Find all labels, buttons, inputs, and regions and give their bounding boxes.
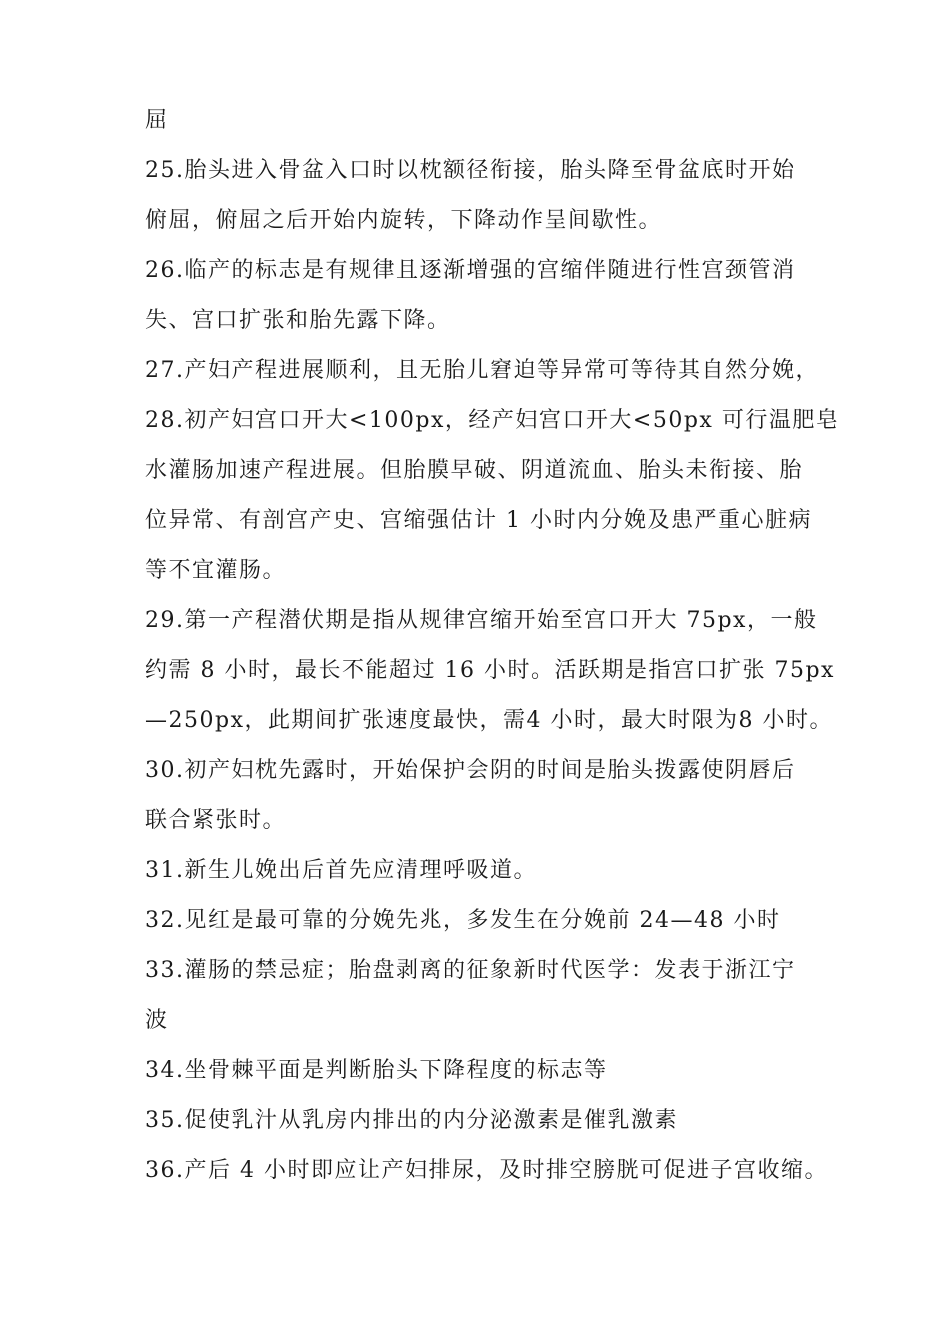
- text-line: 27.产妇产程进展顺利，且无胎儿窘迫等异常可等待其自然分娩，: [145, 358, 819, 383]
- text-line: 32.见红是最可靠的分娩先兆，多发生在分娩前 24—48 小时: [145, 908, 781, 933]
- text-line: 水灌肠加速产程进展。但胎膜早破、阴道流血、胎头未衔接、胎: [145, 458, 804, 483]
- text-line: 等不宜灌肠。: [145, 558, 287, 583]
- text-line: 29.第一产程潜伏期是指从规律宫缩开始至宫口开大 75px，一般: [145, 608, 818, 633]
- document-body: [145, 96, 840, 1196]
- text-line: 31.新生儿娩出后首先应清理呼吸道。: [145, 858, 537, 883]
- text-line: 俯屈，俯屈之后开始内旋转，下降动作呈间歇性。: [145, 208, 663, 233]
- text-line: —250px，此期间扩张速度最快，需4 小时，最大时限为8 小时。: [145, 708, 833, 733]
- text-line: 36.产后 4 小时即应让产妇排尿，及时排空膀胱可促进子宫收缩。: [145, 1158, 828, 1183]
- text-line: 35.促使乳汁从乳房内排出的内分泌激素是催乳激素: [145, 1108, 678, 1133]
- text-line: 联合紧张时。: [145, 808, 287, 833]
- text-line: 33.灌肠的禁忌症；胎盘剥离的征象新时代医学：发表于浙江宁: [145, 958, 796, 983]
- text-line: 位异常、有剖宫产史、宫缩强估计 1 小时内分娩及患严重心脏病: [145, 508, 812, 533]
- text-line: 屈: [145, 108, 169, 133]
- text-line: 25.胎头进入骨盆入口时以枕额径衔接，胎头降至骨盆底时开始: [145, 158, 796, 183]
- text-line: 34.坐骨棘平面是判断胎头下降程度的标志等: [145, 1058, 608, 1083]
- text-line: 26.临产的标志是有规律且逐渐增强的宫缩伴随进行性宫颈管消: [145, 258, 796, 283]
- text-line: 28.初产妇宫口开大<100px，经产妇宫口开大<50px 可行温肥皂: [145, 408, 840, 433]
- text-line: 失、宫口扩张和胎先露下降。: [145, 308, 451, 333]
- text-line: 约需 8 小时，最长不能超过 16 小时。活跃期是指宫口扩张 75px: [145, 658, 835, 683]
- text-line: 30.初产妇枕先露时，开始保护会阴的时间是胎头拨露使阴唇后: [145, 758, 796, 783]
- text-line: 波: [145, 1008, 169, 1033]
